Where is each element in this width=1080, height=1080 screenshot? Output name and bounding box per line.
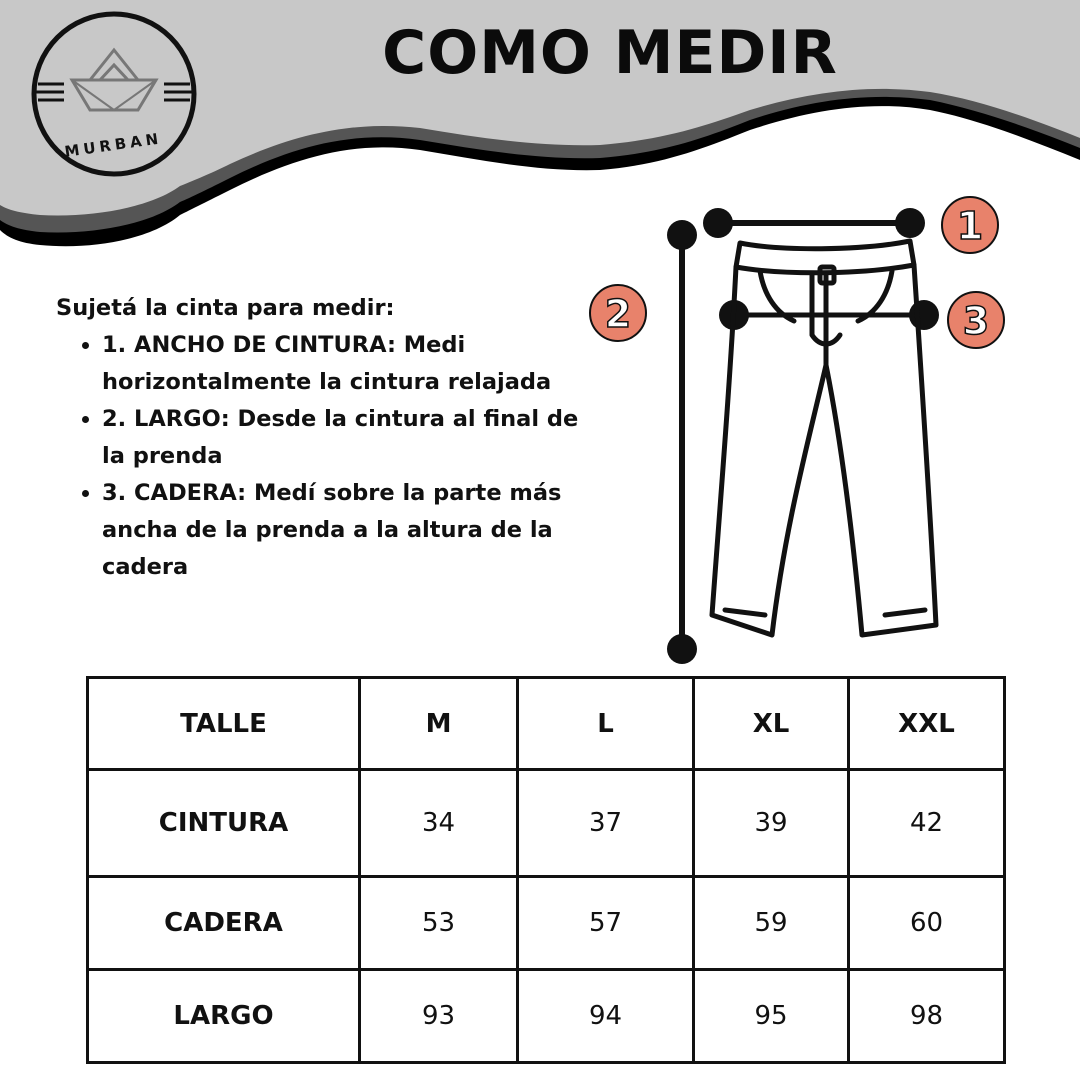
header-size-m: M [360,678,518,770]
marker-1-icon [942,197,998,253]
instruction-item-waist: • 1. ANCHO DE CINTURA: Medi horizontalmente la cintura relajada [102,327,586,401]
instructions-block [56,290,586,586]
size-table [86,676,1006,1064]
table-cell: 37 [518,770,694,877]
table-cell: 59 [694,877,849,970]
header-talle: TALLE [88,678,360,770]
pants-measurement-diagram [580,185,1060,675]
instruction-item-hip: • 3. CADERA: Medí sobre la parte más ancha de la prenda a la altura de la cadera [102,475,586,586]
table-cell: 42 [849,770,1005,877]
header-size-xxl: XXL [849,678,1005,770]
table-row-largo [88,970,1005,1063]
table-cell: 93 [360,970,518,1063]
table-cell: 60 [849,877,1005,970]
table-row-cadera [88,877,1005,970]
table-cell: 98 [849,970,1005,1063]
logo-wordmark: MURBAN [63,129,164,161]
table-row-cintura [88,770,1005,877]
size-table-header-row [88,678,1005,770]
svg-text:2: 2 [604,292,632,336]
table-cell: 34 [360,770,518,877]
header-size-l: L [518,678,694,770]
table-cell: 53 [360,877,518,970]
table-cell: 57 [518,877,694,970]
table-cell: 94 [518,970,694,1063]
row-label: CADERA [88,877,360,970]
svg-text:1: 1 [956,204,984,248]
row-label: CINTURA [88,770,360,877]
table-cell: 39 [694,770,849,877]
murban-logo [30,10,198,178]
marker-2-icon [590,285,646,341]
table-cell: 95 [694,970,849,1063]
instructions-list [56,327,586,586]
header-size-xl: XL [694,678,849,770]
marker-3-icon [948,292,1004,348]
row-label: LARGO [88,970,360,1063]
svg-text:3: 3 [962,299,990,343]
instruction-item-length: • 2. LARGO: Desde la cintura al final de la prenda [102,401,586,475]
instructions-intro: Sujetá la cinta para medir: [56,295,395,321]
page-title: COMO MEDIR [382,18,838,88]
